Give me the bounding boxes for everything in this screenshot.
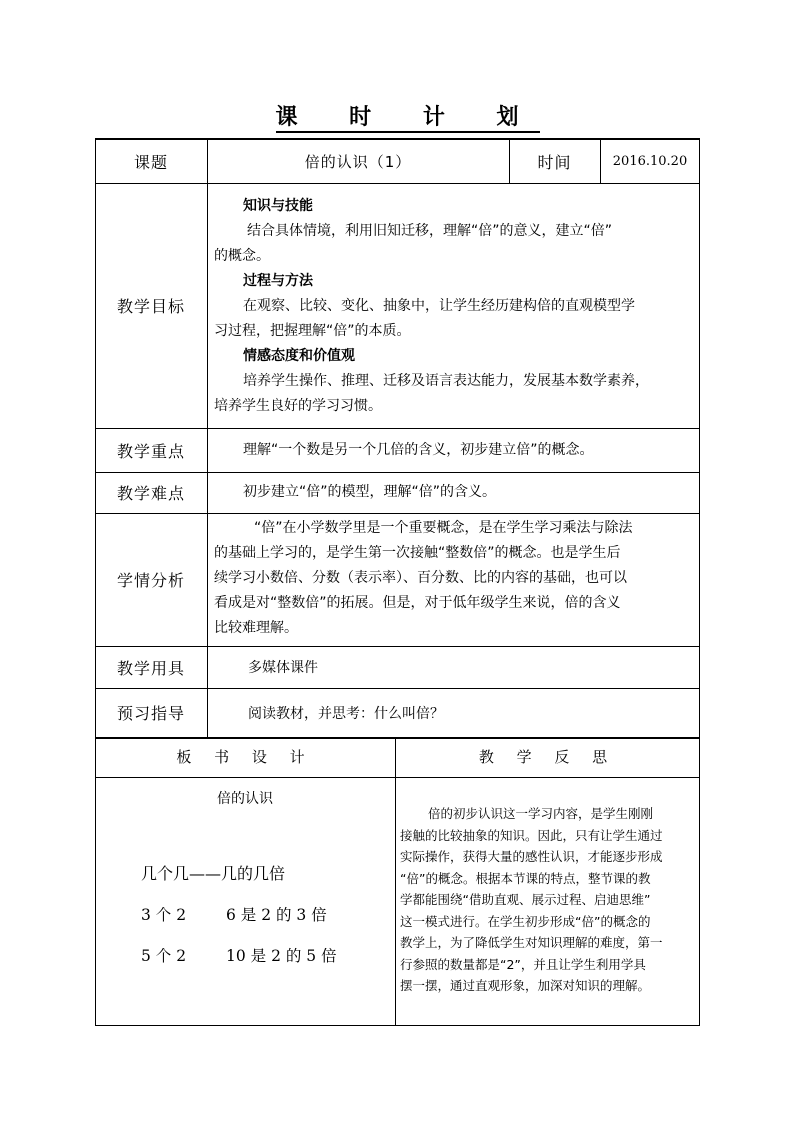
objectives-content xyxy=(214,194,696,419)
analysis-line: 比较难理解。 xyxy=(214,620,298,636)
objective-text: 的概念。 xyxy=(214,248,270,264)
board-design-header: 板 书 设 计 xyxy=(176,748,314,766)
objective-heading-knowledge: 知识与技能 xyxy=(243,198,313,214)
reflection-line: 学都能围绕“借助直观、展示过程、启迪思维” xyxy=(400,892,651,907)
objective-text: 在观察、比较、变化、抽象中，让学生经历建构倍的直观模型学 xyxy=(243,298,635,314)
tools-label: 教学用具 xyxy=(116,658,185,678)
board-line: 几个几——几的几倍 xyxy=(141,864,286,883)
objectives-label: 教学目标 xyxy=(116,297,185,316)
analysis-line: 的基础上学习的，是学生第一次接触“整数倍”的概念。也是学生后 xyxy=(214,545,621,561)
row-divider xyxy=(95,737,700,739)
time-label: 时间 xyxy=(537,152,572,172)
difficulty-text: 初步建立“倍”的模型，理解“倍”的含义。 xyxy=(243,484,497,500)
reflection-line: 教学上，为了降低学生对知识理解的难度，第一 xyxy=(400,935,663,950)
reflection-line: “倍”的概念。根据本节课的特点，整节课的教 xyxy=(400,870,651,886)
difficulty-label: 教学难点 xyxy=(116,484,185,503)
preview-label: 预习指导 xyxy=(116,704,185,723)
analysis-line: “倍”在小学数学里是一个重要概念，是在学生学习乘法与除法 xyxy=(254,520,633,536)
reflection-content xyxy=(400,803,698,997)
objective-text: 习过程，把握理解“倍”的本质。 xyxy=(214,323,411,339)
topic-value: 倍的认识（1） xyxy=(304,152,412,171)
reflection-line: 摆一摆，通过直观形象，加深对知识的理解。 xyxy=(400,978,651,993)
time-value: 2016.10.20 xyxy=(612,153,688,169)
reflection-header: 教 学 反 思 xyxy=(478,748,617,766)
analysis-line: 续学习小数倍、分数（表示率）、百分数、比的内容的基础，也可以 xyxy=(214,570,627,586)
reflection-line: 接触的比较抽象的知识。因此，只有让学生通过 xyxy=(400,827,663,843)
board-row-right: 6 是 2 的 3 倍 xyxy=(226,906,327,924)
reflection-line: 行参照的数量都是“2”，并且让学生利用学具 xyxy=(400,956,646,972)
objective-text: 培养学生操作、推理、迁移及语言表达能力，发展基本数学素养， xyxy=(243,373,649,389)
row-divider xyxy=(95,777,700,778)
objective-heading-attitude: 情感态度和价值观 xyxy=(243,348,355,364)
analysis-label: 学情分析 xyxy=(116,571,185,590)
board-row-left: 5 个 2 xyxy=(141,947,187,965)
page-title: 课 时 计 划 xyxy=(0,100,794,131)
objective-heading-process: 过程与方法 xyxy=(243,273,313,289)
topic-label: 课题 xyxy=(133,152,168,172)
preview-text: 阅读教材，并思考：什么叫倍？ xyxy=(248,706,444,722)
analysis-content xyxy=(214,516,696,641)
board-row-left: 3 个 2 xyxy=(141,906,187,924)
column-divider xyxy=(395,737,396,1026)
column-divider xyxy=(207,138,208,737)
reflection-line: 实际操作，获得大量的感性认识，才能逐步形成 xyxy=(400,849,663,864)
key-point-label: 教学重点 xyxy=(116,441,185,461)
board-row-right: 10 是 2 的 5 倍 xyxy=(226,947,337,965)
analysis-line: 看成是对“整数倍”的拓展。但是，对于低年级学生来说，倍的含义 xyxy=(214,595,621,611)
objective-text: 结合具体情境，利用旧知迁移，理解“倍”的意义，建立“倍” xyxy=(247,223,613,239)
reflection-line: 这一模式进行。在学生初步形成“倍”的概念的 xyxy=(400,913,651,929)
reflection-line: 倍的初步认识这一学习内容，是学生刚刚 xyxy=(428,806,654,821)
board-title: 倍的认识 xyxy=(217,791,273,807)
key-point-text: 理解“一个数是另一个几倍的含义，初步建立倍”的概念。 xyxy=(243,442,594,458)
tools-text: 多媒体课件 xyxy=(248,660,318,676)
objective-text: 培养学生良好的学习习惯。 xyxy=(214,398,382,414)
